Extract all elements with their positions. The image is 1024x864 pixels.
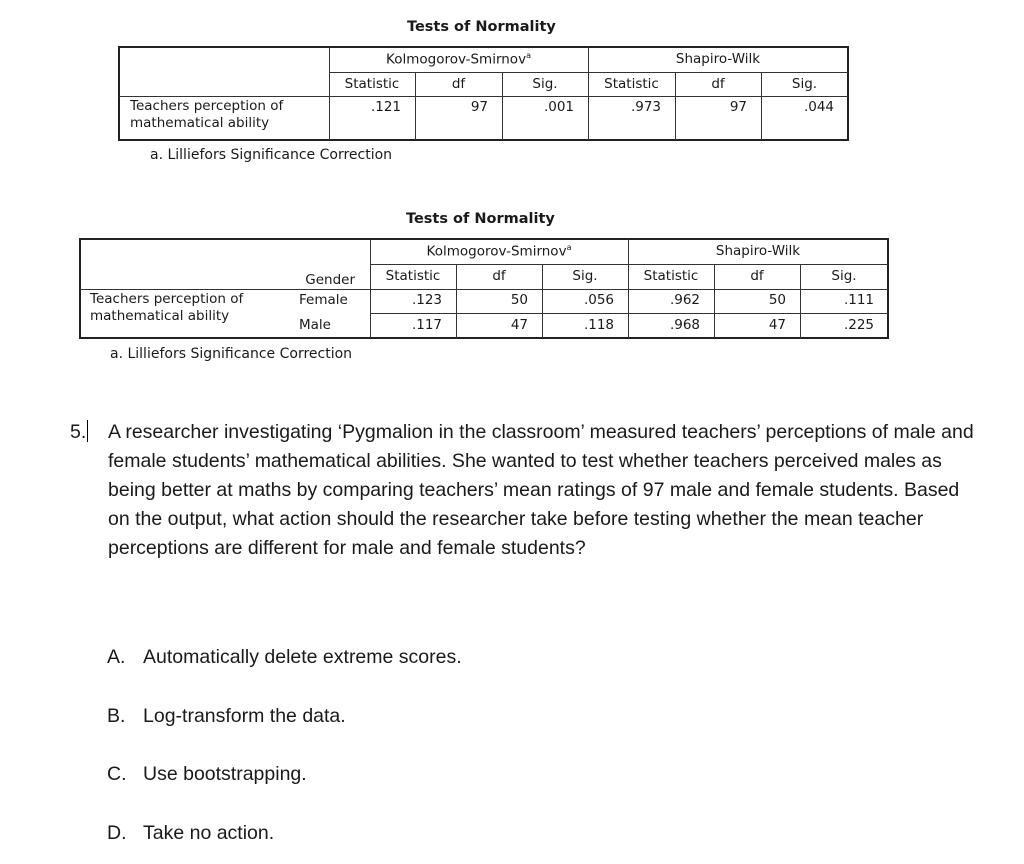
- option-text: Automatically delete extreme scores.: [143, 646, 462, 668]
- table2-col-header: Sig.: [572, 268, 598, 284]
- option-b[interactable]: [107, 705, 346, 728]
- table2-title: Tests of Normality: [406, 211, 555, 227]
- option-text: Log-transform the data.: [143, 705, 346, 727]
- table2-header-rule: [370, 264, 888, 265]
- table1-value: .001: [543, 99, 574, 115]
- table2-row-label: Teachers perception of mathematical ability: [90, 291, 244, 324]
- table1-col-header: df: [711, 76, 725, 92]
- option-letter: C.: [107, 763, 127, 785]
- table2-value: 47: [768, 317, 786, 333]
- table2-value: 50: [768, 292, 786, 308]
- table2-value: .056: [583, 292, 614, 308]
- option-d[interactable]: [107, 822, 274, 845]
- table1-col-header: Statistic: [604, 76, 659, 92]
- table2-footnote: a. Lilliefors Significance Correction: [110, 346, 353, 362]
- table2-ks-header: Kolmogorov-Smirnov$^a$: [426, 243, 572, 260]
- table2-gender-header: Gender: [305, 272, 355, 288]
- option-c[interactable]: [107, 763, 307, 786]
- option-letter: D.: [107, 822, 127, 844]
- question-text: A researcher investigating ‘Pygmalion in the classroom’ measured teachers’ perceptions of male and female students’ mathematical abilities. She wanted to test whether teachers perceived males as being better at maths by comparing teachers’ mean ratings of 97 male and female students. Based on the output, what action should the researcher take before testing whether the mean teacher perceptions are different for male and female students?: [108, 421, 974, 559]
- table2-col-header: Sig.: [831, 268, 857, 284]
- table2-group-male: Male: [299, 317, 331, 333]
- table1-col-header: df: [451, 76, 466, 92]
- table1-column-rule: [119, 96, 848, 97]
- table2-value: .962: [669, 292, 700, 308]
- table2-col-header: df: [750, 268, 764, 284]
- table2-group-female: Female: [299, 292, 348, 308]
- table2-value: 50: [510, 292, 528, 308]
- option-letter: B.: [107, 705, 126, 727]
- table1-row-label: Teachers perception of mathematical ability: [130, 98, 284, 131]
- option-letter: A.: [107, 646, 126, 668]
- table1-title: Tests of Normality: [407, 19, 556, 35]
- table1-col-header: Sig.: [532, 76, 558, 92]
- table1-value: .121: [370, 99, 401, 115]
- table2-sw-header: Shapiro-Wilk: [715, 243, 801, 259]
- table1-value: 97: [470, 99, 488, 115]
- question-number: 5.: [70, 421, 87, 443]
- table1-ks-header: Kolmogorov-Smirnov$^a$: [386, 51, 531, 68]
- table2-col-header: df: [492, 268, 506, 284]
- table2-value: 47: [510, 317, 528, 333]
- table2-value: .117: [411, 317, 442, 333]
- option-text: Take no action.: [143, 822, 275, 844]
- table2-row-rule: [370, 313, 888, 314]
- table1-value: .973: [630, 99, 661, 115]
- table2-value: .225: [843, 317, 874, 333]
- table2-value: .123: [411, 292, 442, 308]
- table1-col-header: Sig.: [791, 76, 818, 92]
- table1-sw-header: Shapiro-Wilk: [675, 51, 761, 67]
- table2-value: .118: [583, 317, 614, 333]
- table1-value: 97: [729, 99, 747, 115]
- text-cursor: [87, 420, 88, 442]
- table1-col-header: Statistic: [344, 76, 400, 92]
- table2-value: .111: [843, 292, 874, 308]
- table2-value: .968: [669, 317, 700, 333]
- table2-column-rule: [80, 289, 888, 290]
- table1-footnote: a. Lilliefors Significance Correction: [150, 147, 393, 163]
- table2-col-header: Statistic: [643, 268, 699, 284]
- table1-value: .044: [803, 99, 834, 115]
- table2-col-header: Statistic: [385, 268, 441, 284]
- option-a[interactable]: [107, 646, 462, 669]
- option-text: Use bootstrapping.: [143, 763, 307, 785]
